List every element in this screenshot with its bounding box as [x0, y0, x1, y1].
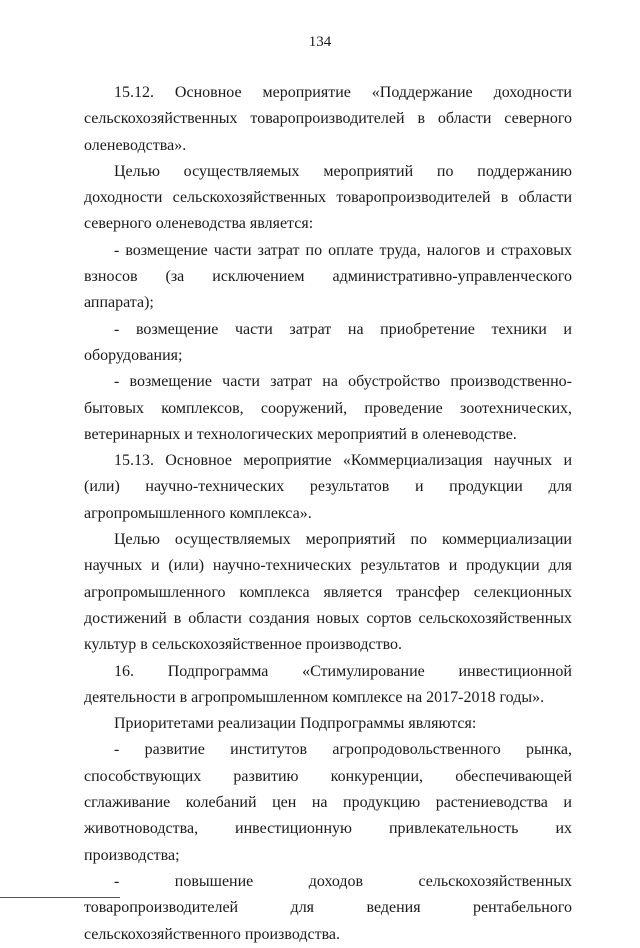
list-item-income-growth: - повышение доходов сельскохозяйственных товаропроизводителей для ведения рентабельного сельскохозяйственного производства.	[84, 872, 572, 943]
list-item-infrastructure-costs: - возмещение части затрат на обустройство производственно-бытовых комплексов, сооружений, проведение зоотехнических, ветеринарных и технологических мероприятий в оленеводстве.	[84, 373, 572, 443]
paragraph-16-priorities: Приоритетами реализации Подпрограммы являются:	[114, 715, 477, 733]
paragraph-15-13-heading: 15.13. Основное мероприятие «Коммерциализация научных и (или) научно-технических результатов и продукции для агропромышленного комплекса».	[84, 452, 572, 522]
list-item-labor-costs: - возмещение части затрат по оплате труда, налогов и страховых взносов (за исключением административно-управленческого аппарата);	[84, 241, 572, 312]
paragraph-15-12-goal: Целью осуществляемых мероприятий по поддержанию доходности сельскохозяйственных товаропроизводителей в области северного оленеводства является:	[84, 162, 572, 233]
page-number: 134	[308, 34, 332, 50]
list-item-equipment-costs: - возмещение части затрат на приобретение техники и оборудования;	[84, 320, 572, 364]
paragraph-16-heading: 16. Подпрограмма «Стимулирование инвестиционной деятельности в агропромышленном комплексе на 2017-2018 годы».	[84, 662, 572, 706]
list-item-market-institutions: - развитие институтов агропродовольственного рынка, способствующих развитию конкуренции, обеспечивающей сглаживание колебаний цен на продукцию растениеводства и животноводства, инвестиционную привлекательность их производства;	[84, 741, 572, 864]
paragraph-15-13-goal: Целью осуществляемых мероприятий по коммерциализации научных и (или) научно-технических результатов и продукции для агропромышленного комплекса является трансфер селекционных достижений в области создания новых сортов сельскохозяйственных культур в сельскохозяйственное производство.	[84, 531, 572, 654]
document-body	[84, 80, 572, 948]
footnote-rule	[0, 897, 120, 898]
paragraph-15-12-heading: 15.12. Основное мероприятие «Поддержание доходности сельскохозяйственных товаропроизводителей в области северного оленеводства».	[84, 84, 572, 154]
